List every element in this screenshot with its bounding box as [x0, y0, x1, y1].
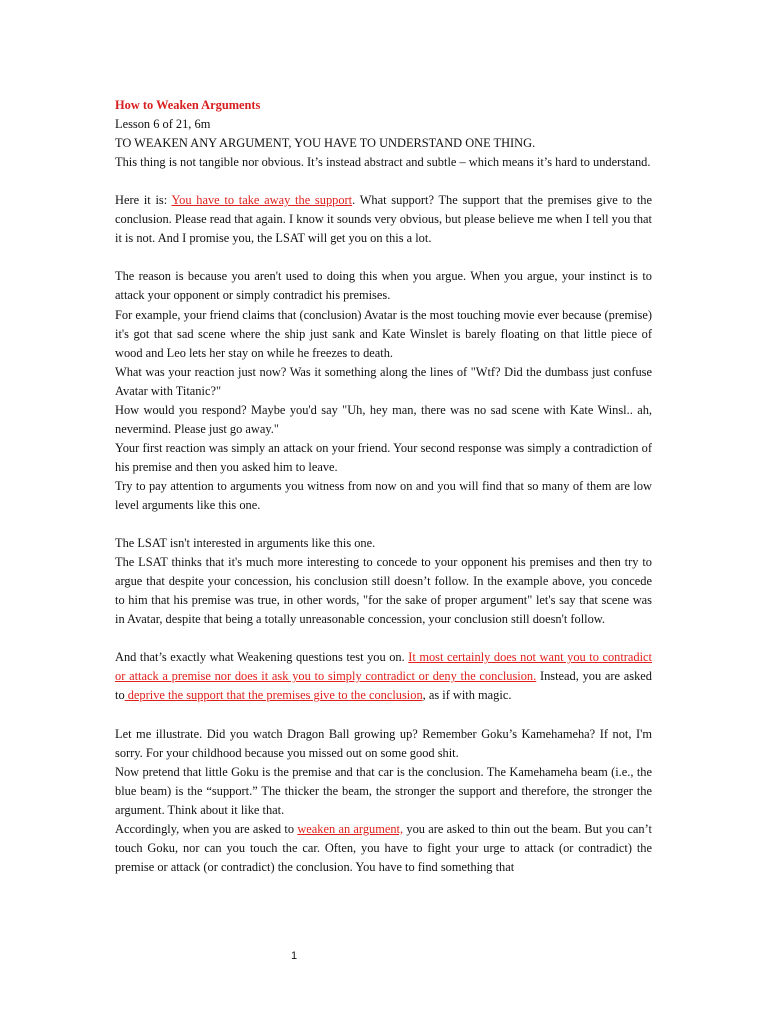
- paragraph: The reason is because you aren't used to doing this when you argue. When you argue, your instinct is to attack your opponent or simply contradict his premises.: [115, 269, 652, 303]
- paragraph: The LSAT thinks that it's much more interesting to concede to your opponent his premises and then try to argue that despite your concession, his conclusion still doesn’t follow. In the example above, you concede to him that his premise was true, in other words, "for the sake of proper argument" let's say that scene was in Avatar, despite that being a totally unreasonable concession, your conclusion still doesn't follow.: [115, 555, 652, 627]
- highlighted-text: weaken an argument,: [297, 821, 404, 836]
- spacer: [115, 248, 652, 267]
- paragraph: The LSAT isn't interested in arguments like this one.: [115, 536, 376, 551]
- paragraph: [115, 820, 652, 877]
- paragraph: Try to pay attention to arguments you witness from now on and you will find that so many of them are low level arguments like this one.: [115, 478, 652, 512]
- text-run: And that’s exactly what Weakening questions test you on.: [115, 650, 409, 665]
- spacer: [115, 629, 652, 648]
- document-title: How to Weaken Arguments: [115, 98, 261, 112]
- spacer: [115, 706, 652, 725]
- paragraph: This thing is not tangible nor obvious. It’s instead abstract and subtle – which means it’s hard to understand.: [115, 155, 651, 170]
- text-run: you are asked to thin out the beam. But you can’t touch Goku, nor can you touch the car. Often, you have to fight your urge to attack (or contradict) the premise or attack (or contradict) the conclusion. You have to find something that: [115, 821, 652, 874]
- highlighted-text: It most certainly does not want you to contradict or attack a premise nor does it ask you to simply contradict or deny the conclusion.: [115, 650, 652, 684]
- text-run: , as if with magic.: [422, 688, 512, 703]
- paragraph: Your first reaction was simply an attack on your friend. Your second response was simply a contradiction of his premise and then you asked him to leave.: [115, 440, 652, 474]
- paragraph: Now pretend that little Goku is the premise and that car is the conclusion. The Kamehameha beam (i.e., the blue beam) is the “support.” The thicker the beam, the stronger the support and therefore, the stronger the argument. Think about it like that.: [115, 764, 652, 817]
- paragraph: How would you respond? Maybe you'd say "Uh, hey man, there was no sad scene with Kate Winsl.. ah, nevermind. Please just go away.": [115, 402, 652, 436]
- lesson-info: Lesson 6 of 21, 6m: [115, 117, 211, 132]
- paragraph: What was your reaction just now? Was it something along the lines of "Wtf? Did the dumbass just confuse Avatar with Titanic?": [115, 364, 652, 398]
- text-run: Accordingly, when you are asked to: [115, 821, 298, 836]
- page-number: 1: [290, 950, 298, 962]
- paragraph: [115, 191, 652, 248]
- paragraph: For example, your friend claims that (conclusion) Avatar is the most touching movie ever because (premise) it's got that sad scene where the ship just sank and Kate Winslet is barely floating on that little piece of wood and Leo lets her stay on while he freezes to death.: [115, 307, 652, 360]
- paragraph: [115, 648, 652, 705]
- paragraph: Let me illustrate. Did you watch Dragon Ball growing up? Remember Goku’s Kamehameha? If not, I'm sorry. For your childhood because you missed out on some good shit.: [115, 726, 652, 760]
- spacer: [115, 515, 652, 534]
- highlighted-text: deprive the support that the premises give to the conclusion: [124, 688, 423, 703]
- highlighted-text: You have to take away the support: [171, 193, 353, 208]
- text-run: Here it is:: [115, 193, 172, 208]
- text-run: Instead, you are asked to: [115, 669, 652, 703]
- headline: TO WEAKEN ANY ARGUMENT, YOU HAVE TO UNDERSTAND ONE THING.: [115, 136, 536, 151]
- text-run: . What support? The support that the premises give to the conclusion. Please read that again. I know it sounds very obvious, but please believe me when I tell you that it is not. And I promise you, the LSAT will get you on this a lot.: [115, 193, 652, 246]
- document-body: [115, 96, 652, 877]
- spacer: [115, 172, 652, 191]
